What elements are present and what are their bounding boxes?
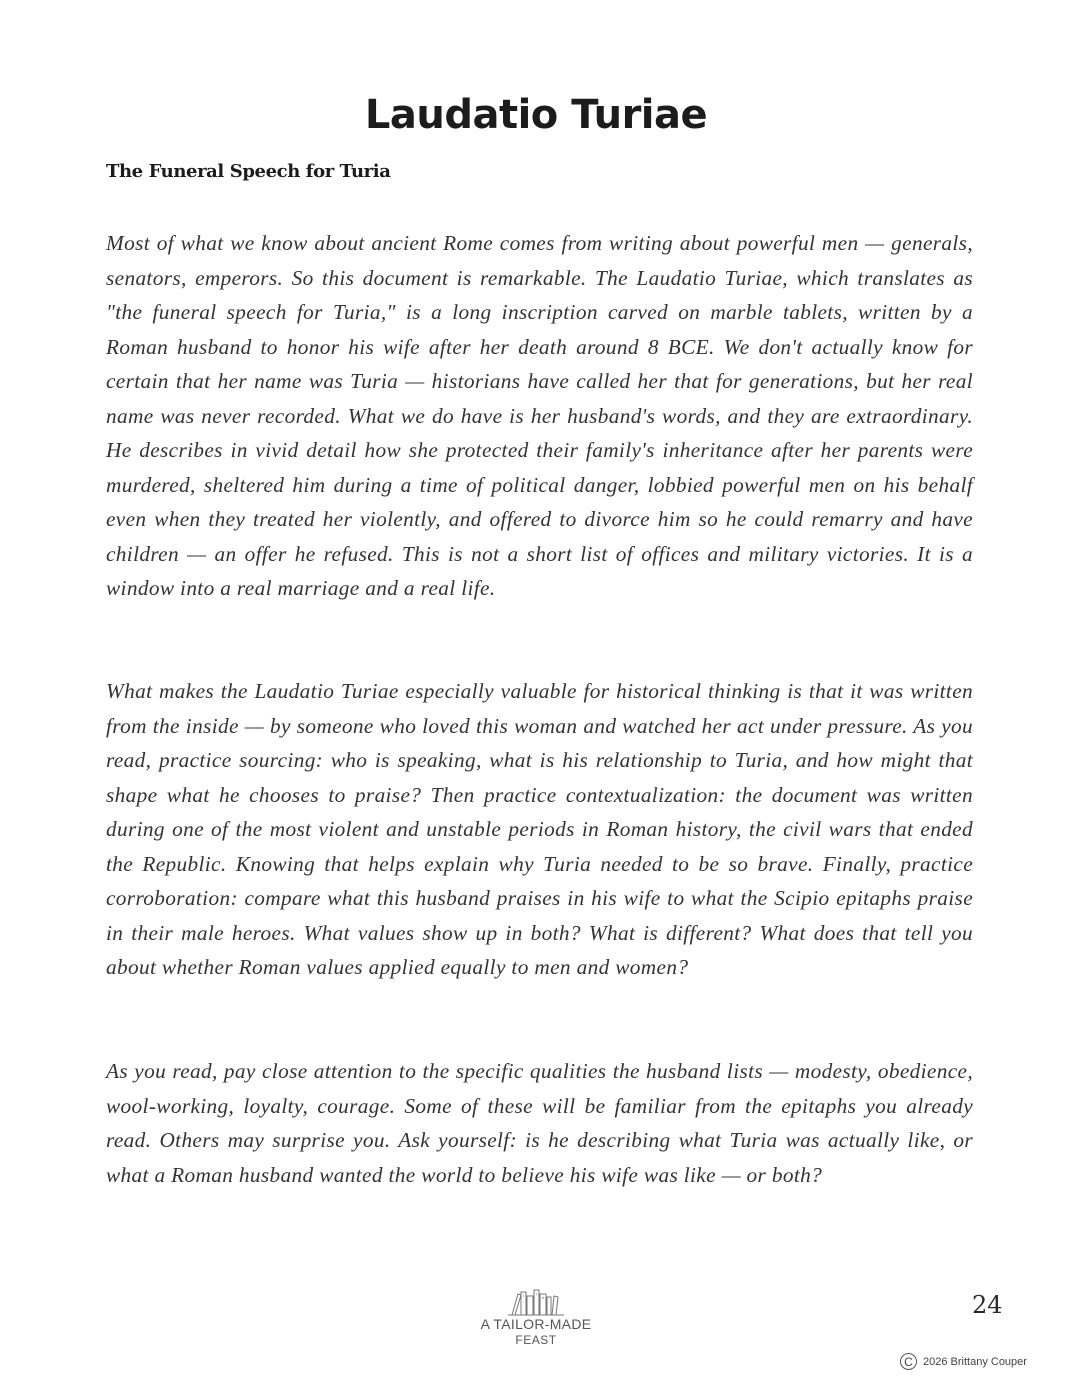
books-icon	[506, 1288, 566, 1316]
publisher-logo	[466, 1288, 606, 1347]
page-title: Laudatio Turiae	[364, 92, 708, 138]
page-subtitle: The Funeral Speech for Turia	[106, 161, 391, 182]
page-number: 24	[972, 1291, 1003, 1319]
copyright-icon: C	[900, 1353, 917, 1370]
body-paragraph-1: Most of what we know about ancient Rome comes from writing about powerful men — generals, senators, emperors. So this document is remarkable. The Laudatio Turiae, which translates as "the funeral speech for Turia," is a long inscription carved on marble tablets, written by a Roman husband to honor his wife after her death around 8 BCE. We don't actually know for certain that her name was Turia — historians have called her that for generations, but her real name was never recorded. What we do have is her husband's words, and they are extraordinary. He describes in vivid detail how she protected their family's inheritance after her parents were murdered, sheltered him during a time of political danger, lobbied powerful men on his behalf even when they treated her violently, and offered to divorce him so he could remarry and have children — an offer he refused. This is not a short list of offices and military victories. It is a window into a real marriage and a real life.	[106, 231, 973, 600]
logo-text-line-1: A TAILOR-MADE	[480, 1316, 592, 1332]
copyright-notice	[900, 1353, 1027, 1370]
body-paragraph-3: As you read, pay close attention to the specific qualities the husband lists — modesty, obedience, wool-working, loyalty, courage. Some of these will be familiar from the epitaphs you already read. Others may surprise you. Ask yourself: is he describing what Turia was actually like, or what a Roman husband wanted the world to believe his wife was like — or both?	[106, 1059, 973, 1187]
logo-text-line-2: FEAST	[515, 1333, 557, 1347]
copyright-text: 2026 Brittany Couper	[923, 1355, 1027, 1368]
body-paragraph-2: What makes the Laudatio Turiae especially valuable for historical thinking is that it was written from the inside — by someone who loved this woman and watched her act under pressure. As you read, practice sourcing: who is speaking, what is his relationship to Turia, and how might that shape what he chooses to praise? Then practice contextualization: the document was written during one of the most violent and unstable periods in Roman history, the civil wars that ended the Republic. Knowing that helps explain why Turia needed to be so brave. Finally, practice corroboration: compare what this husband praises in his wife to what the Scipio epitaphs praise in their male heroes. What values show up in both? What is different? What does that tell you about whether Roman values applied equally to men and women?	[106, 679, 973, 979]
